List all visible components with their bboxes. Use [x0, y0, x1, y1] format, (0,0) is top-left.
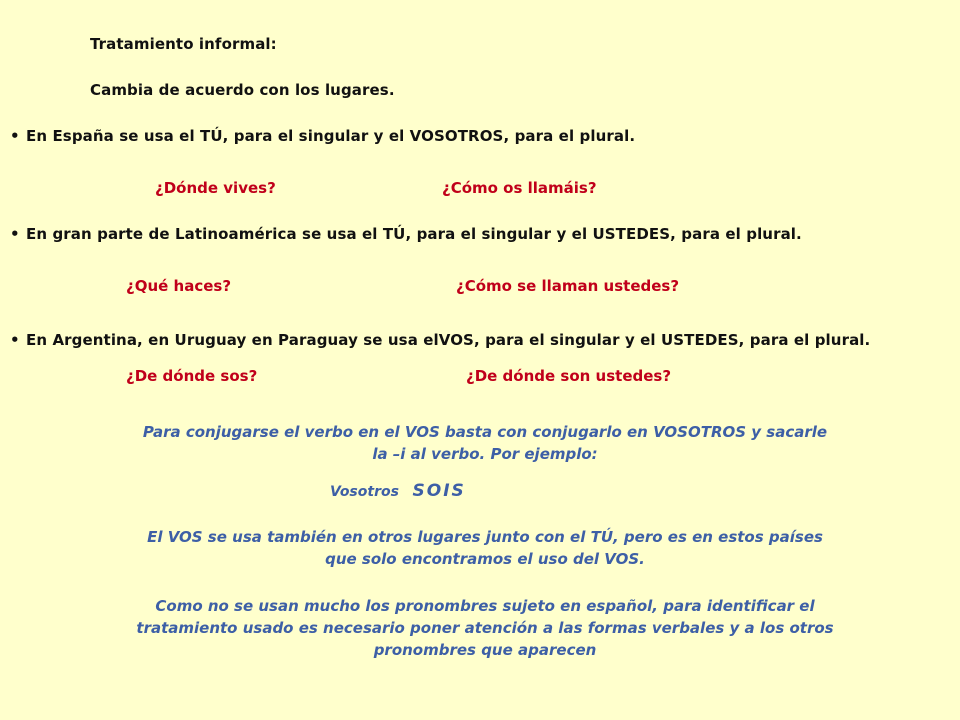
vosotros-example: [330, 481, 466, 501]
usage-note: [40, 526, 930, 570]
pronoun-note-line-3: pronombres que aparecen: [373, 641, 597, 659]
section-spain-text: En España se usa el TÚ, para el singular y el VOSOTROS, para el plural.: [26, 127, 636, 145]
section-latam-text: En gran parte de Latinoamérica se usa el TÚ, para el singular y el USTEDES, para el plural.: [26, 225, 802, 243]
bullet-icon: •: [10, 127, 20, 145]
section-spain: [10, 127, 635, 145]
conjugation-note-line-1: Para conjugarse el verbo en el VOS basta con conjugarlo en VOSOTROS y sacarle: [142, 423, 828, 441]
pronoun-note-line-2: tratamiento usado es necesario poner atención a las formas verbales y a los otros: [136, 619, 834, 637]
example-rioplatense-singular: ¿De dónde sos?: [126, 367, 258, 385]
bullet-icon: •: [10, 331, 20, 349]
usage-note-line-1: El VOS se usa también en otros lugares junto con el TÚ, pero es en estos países: [147, 528, 823, 546]
page-subtitle: Cambia de acuerdo con los lugares.: [90, 81, 395, 99]
vosotros-word: Vosotros: [330, 484, 399, 500]
example-latam-plural: ¿Cómo se llaman ustedes?: [456, 277, 680, 295]
section-rioplatense-text: En Argentina, en Uruguay en Paraguay se usa elVOS, para el singular y el USTEDES, para el plural.: [26, 331, 871, 349]
example-spain-plural: ¿Cómo os llamáis?: [442, 179, 597, 197]
example-latam-singular: ¿Qué haces?: [126, 277, 232, 295]
section-rioplatense: [10, 331, 870, 349]
section-latam: [10, 225, 802, 243]
pronoun-note: [40, 595, 930, 661]
example-spain-singular: ¿Dónde vives?: [155, 179, 276, 197]
usage-note-line-2: que solo encontramos el uso del VOS.: [325, 550, 645, 568]
page-title: Tratamiento informal:: [90, 35, 277, 53]
pronoun-note-line-1: Como no se usan mucho los pronombres sujeto en español, para identificar el: [155, 597, 815, 615]
example-rioplatense-plural: ¿De dónde son ustedes?: [466, 367, 672, 385]
bullet-icon: •: [10, 225, 20, 243]
sois-verb: SOIS: [412, 481, 466, 501]
conjugation-note: [40, 421, 930, 465]
conjugation-note-line-2: la –i al verbo. Por ejemplo:: [372, 445, 598, 463]
